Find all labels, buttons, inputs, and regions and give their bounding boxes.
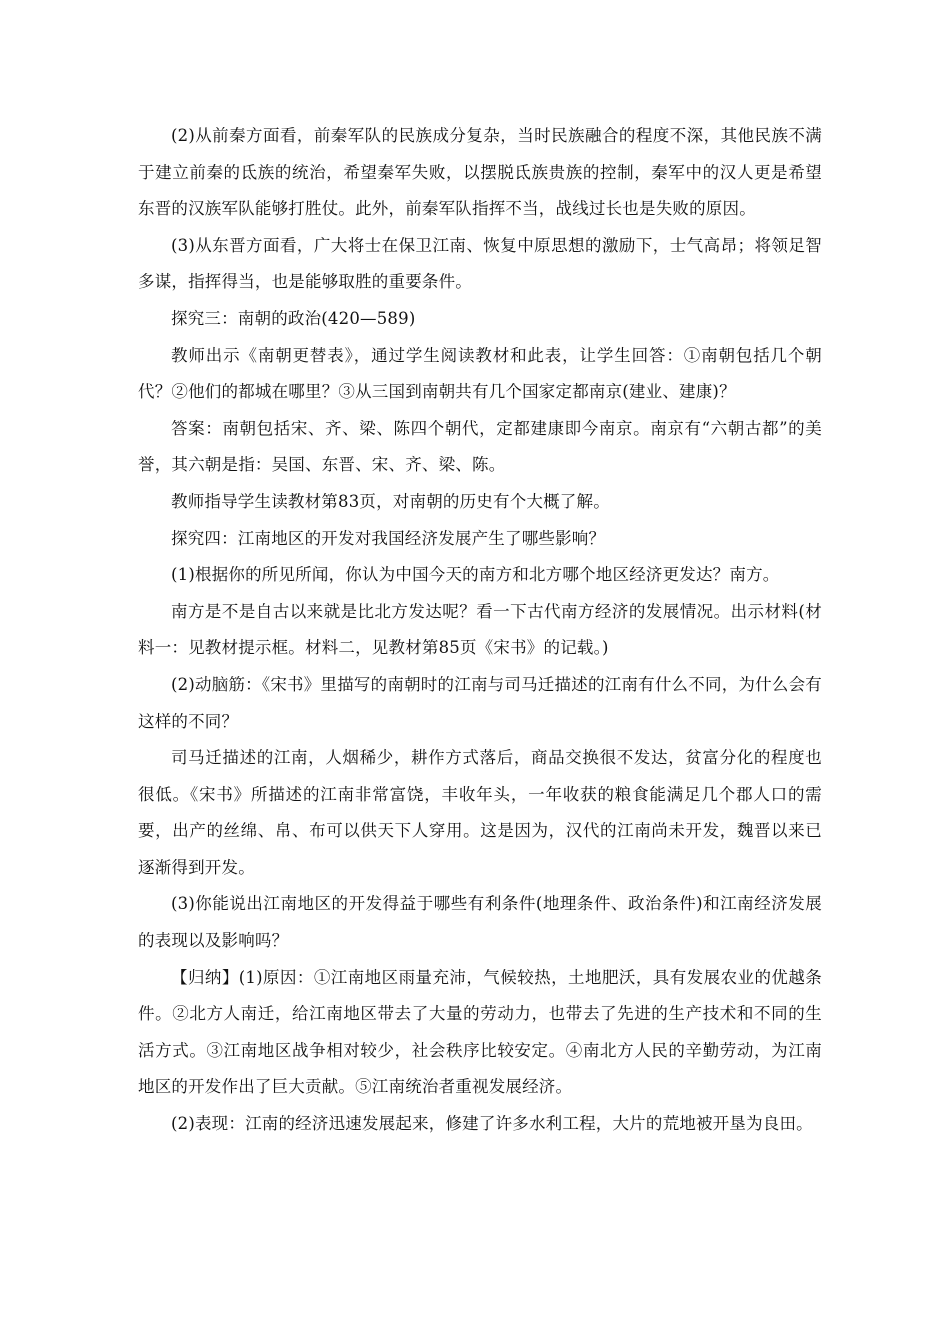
- paragraph-summary-manifestations: (2)表现：江南的经济迅速发展起来，修建了许多水利工程，大片的荒地被开垦为良田。: [171, 1114, 813, 1134]
- paragraph-question-three: (3)你能说出江南地区的开发得益于哪些有利条件(地理条件、政治条件)和江南经济发展的表现以及影响吗？: [138, 894, 822, 951]
- paragraph-materials: 南方是不是自古以来就是比北方发达呢？看一下古代南方经济的发展情况。出示材料(材料一：见教材提示框。材料二，见教材第85页《宋书》的记载。): [138, 601, 822, 658]
- paragraph-teacher-questions: 教师出示《南朝更替表》，通过学生阅读教材和此表，让学生回答：①南朝包括几个朝代？②他们的都城在哪里？③从三国到南朝共有几个国家定都南京(建业、建康)？: [138, 345, 822, 402]
- paragraph-eastern-jin-analysis: (3)从东晋方面看，广大将士在保卫江南、恢复中原思想的激励下，士气高昂；将领足智多谋，指挥得当，也是能够取胜的重要条件。: [138, 235, 822, 292]
- paragraph-question-one: (1)根据你的所见所闻，你认为中国今天的南方和北方哪个地区经济更发达？南方。: [171, 565, 780, 585]
- section-heading-explore-three: 探究三：南朝的政治(420—589): [171, 308, 416, 328]
- paragraph-question-two: (2)动脑筋：《宋书》里描写的南朝时的江南与司马迁描述的江南有什么不同，为什么会有这样的不同？: [138, 674, 822, 731]
- paragraph-former-qin-analysis: (2)从前秦方面看，前秦军队的民族成分复杂，当时民族融合的程度不深，其他民族不满于建立前秦的氐族的统治，希望秦军失败，以摆脱氐族贵族的控制，秦军中的汉人更是希望东晋的汉族军队能够打胜仗。此外，前秦军队指挥不当，战线过长也是失败的原因。: [138, 126, 822, 219]
- document-page: [138, 118, 822, 1143]
- section-heading-explore-four: 探究四：江南地区的开发对我国经济发展产生了哪些影响？: [171, 528, 606, 548]
- paragraph-comparison-answer: 司马迁描述的江南，人烟稀少，耕作方式落后，商品交换很不发达，贫富分化的程度也很低。《宋书》所描述的江南非常富饶，丰收年头，一年收获的粮食能满足几个郡人口的需要，出产的丝绵、帛、布可以供天下人穿用。这是因为，汉代的江南尚未开发，魏晋以来已逐渐得到开发。: [138, 748, 822, 877]
- paragraph-teacher-guidance: 教师指导学生读教材第83页，对南朝的历史有个大概了解。: [171, 491, 610, 511]
- paragraph-summary-reasons: 【归纳】(1)原因：①江南地区雨量充沛，气候较热，土地肥沃，具有发展农业的优越条件。②北方人南迁，给江南地区带去了大量的劳动力，也带去了先进的生产技术和不同的生活方式。③江南地区战争相对较少，社会秩序比较安定。④南北方人民的辛勤劳动，为江南地区的开发作出了巨大贡献。⑤江南统治者重视发展经济。: [138, 967, 822, 1097]
- paragraph-answer: 答案：南朝包括宋、齐、梁、陈四个朝代，定都建康即今南京。南京有“六朝古都”的美誉，其六朝是指：吴国、东晋、宋、齐、梁、陈。: [138, 418, 822, 475]
